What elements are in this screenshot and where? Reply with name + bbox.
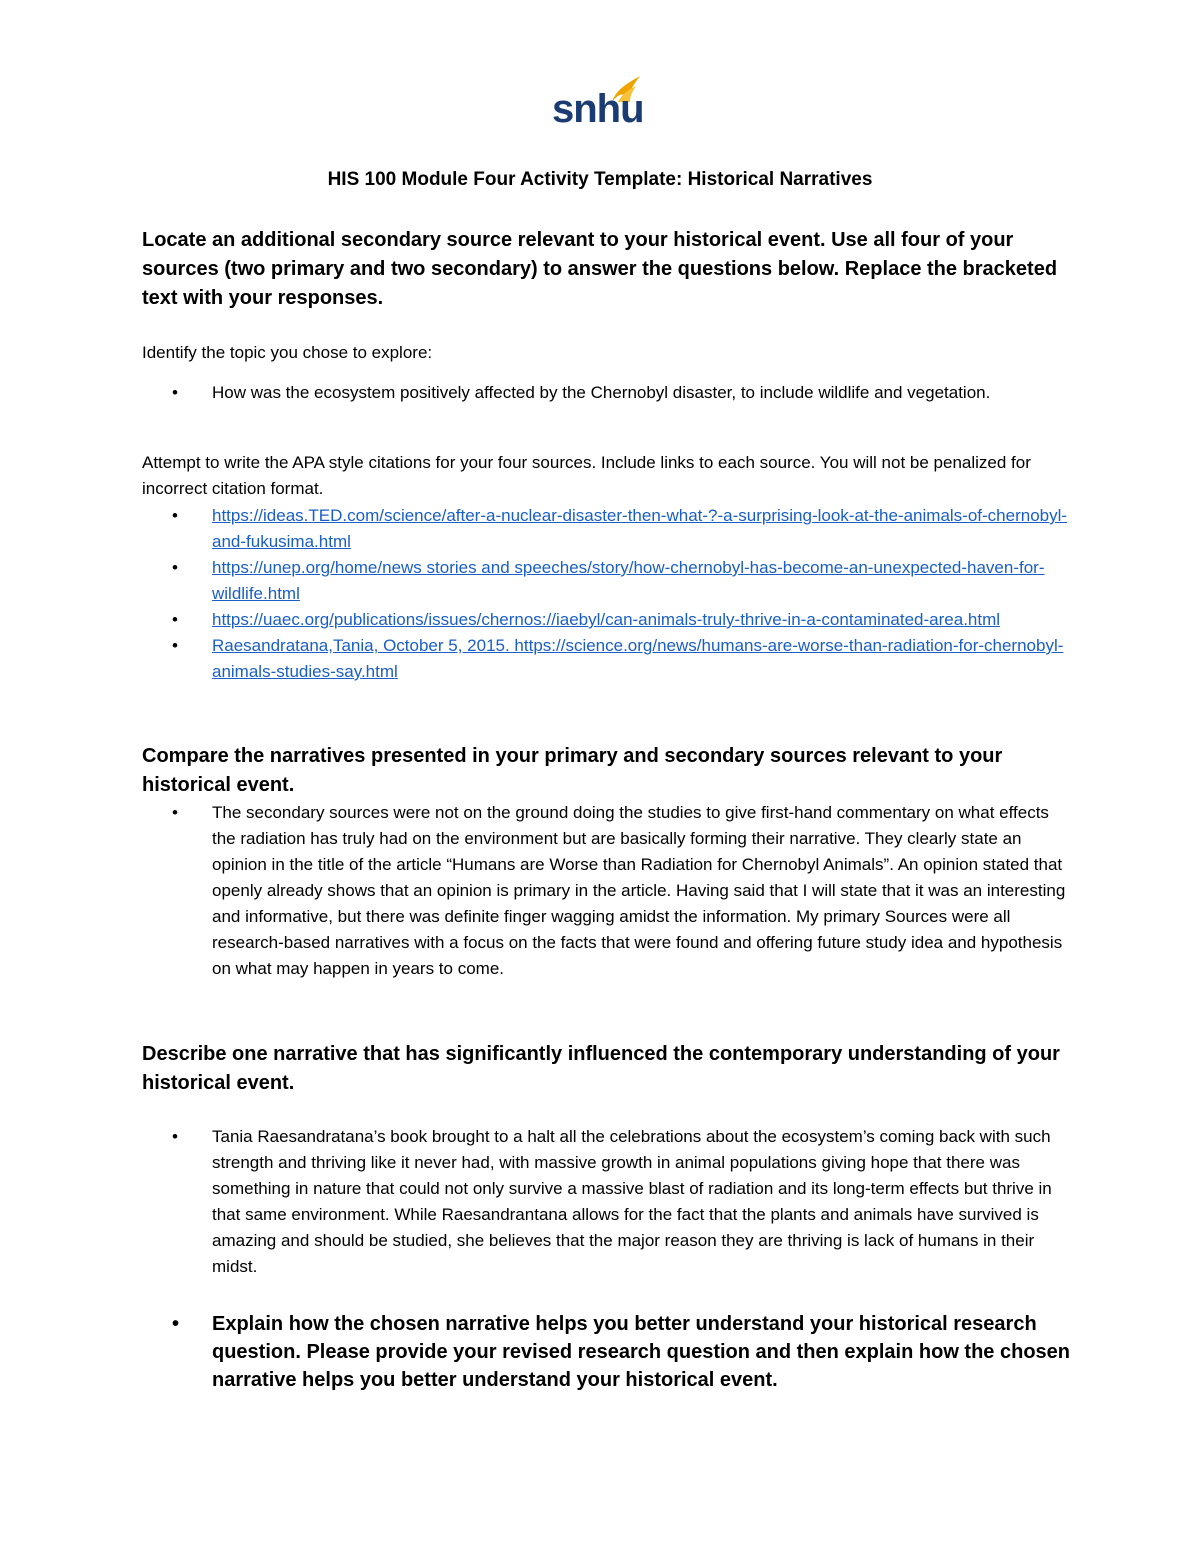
bullet-icon: • <box>172 1127 178 1146</box>
topic-label: Identify the topic you chose to explore: <box>142 343 433 362</box>
logo-wordmark: snhu <box>552 87 644 131</box>
citations-label: Attempt to write the APA style citations for your four sources. Include links to each source. You will not be penalized for incorrect citation format. <box>142 453 1031 498</box>
citation-item <box>142 633 1072 685</box>
compare-heading: Compare the narratives presented in your primary and secondary sources relevant to your historical event. <box>142 745 1003 796</box>
citation-item <box>142 607 1072 633</box>
citation-link-1[interactable]: https://ideas.TED.com/science/after-a-nuclear-disaster-then-what-?-a-surprising-look-at-the-animals-of-chernobyl-and-fukusima.html <box>212 506 1068 551</box>
citations-list <box>142 503 1072 685</box>
bullet-icon: • <box>172 558 178 577</box>
topic-text: How was the ecosystem positively affected by the Chernobyl disaster, to include wildlife and vegetation. <box>212 383 991 402</box>
intro-instructions: Locate an additional secondary source relevant to your historical event. Use all four of your sources (two primary and two secondary) to answer the questions below. Replace the bracketed text with your responses. <box>142 229 1058 309</box>
citation-link-2[interactable]: https://unep.org/home/news stories and speeches/story/how-chernobyl-has-become-an-unexpected-haven-for-wildlife.html <box>212 558 1045 603</box>
citation-item <box>142 555 1072 607</box>
bullet-icon: • <box>172 383 178 402</box>
citation-link-4[interactable]: Raesandratana,Tania, October 5, 2015. https://science.org/news/humans-are-worse-than-radiation-for-chernobyl-animals-studies-say.html <box>212 636 1064 681</box>
list-item <box>142 380 1072 406</box>
describe-list <box>142 1124 1072 1280</box>
explain-prompt: Explain how the chosen narrative helps you better understand your historical research question. Please provide your revised research question and then explain how the chosen narrative helps you better understand your historical event. <box>212 1313 1071 1391</box>
bullet-icon: • <box>172 1313 180 1335</box>
bullet-icon: • <box>172 636 178 655</box>
bullet-icon: • <box>172 610 178 629</box>
list-item <box>142 800 1072 982</box>
page-title: HIS 100 Module Four Activity Template: Historical Narratives <box>327 169 873 190</box>
compare-list <box>142 800 1072 982</box>
citation-link-3[interactable]: https://uaec.org/publications/issues/chernos://iaebyl/can-animals-truly-thrive-in-a-contaminated-area.html <box>212 610 1001 629</box>
explain-list <box>142 1310 1072 1394</box>
compare-response: The secondary sources were not on the ground doing the studies to give first-hand commentary on what effects the radiation has truly had on the environment but are basically forming their narrative. They clearly state an opinion in the title of the article “Humans are Worse than Radiation for Chernobyl Animals”. An opinion stated that openly already shows that an opinion is primary in the article. Having said that I will state that it was an interesting and informative, but there was definite finger wagging amidst the information. My primary Sources were all research-based narratives with a focus on the facts that were found and offering future study idea and hypothesis on what may happen in years to come. <box>212 803 1066 978</box>
citation-item <box>142 503 1072 555</box>
snhu-logo <box>552 74 644 134</box>
topic-list <box>142 380 1072 406</box>
describe-response: Tania Raesandratana’s book brought to a halt all the celebrations about the ecosystem’s coming back with such strength and thriving like it never had, with massive growth in animal populations giving hope that there was something in nature that could not only survive a massive blast of radiation and its long-term effects but thrive in that same environment. While Raesandrantana allows for the fact that the plants and animals have survived is amazing and should be studied, she believes that the major reason they are thriving is lack of humans in their midst. <box>212 1127 1052 1276</box>
bullet-icon: • <box>172 803 178 822</box>
list-item <box>142 1124 1072 1280</box>
bullet-icon: • <box>172 506 178 525</box>
list-item <box>142 1310 1072 1394</box>
describe-heading: Describe one narrative that has significantly influenced the contemporary understanding of your historical event. <box>142 1043 1060 1094</box>
